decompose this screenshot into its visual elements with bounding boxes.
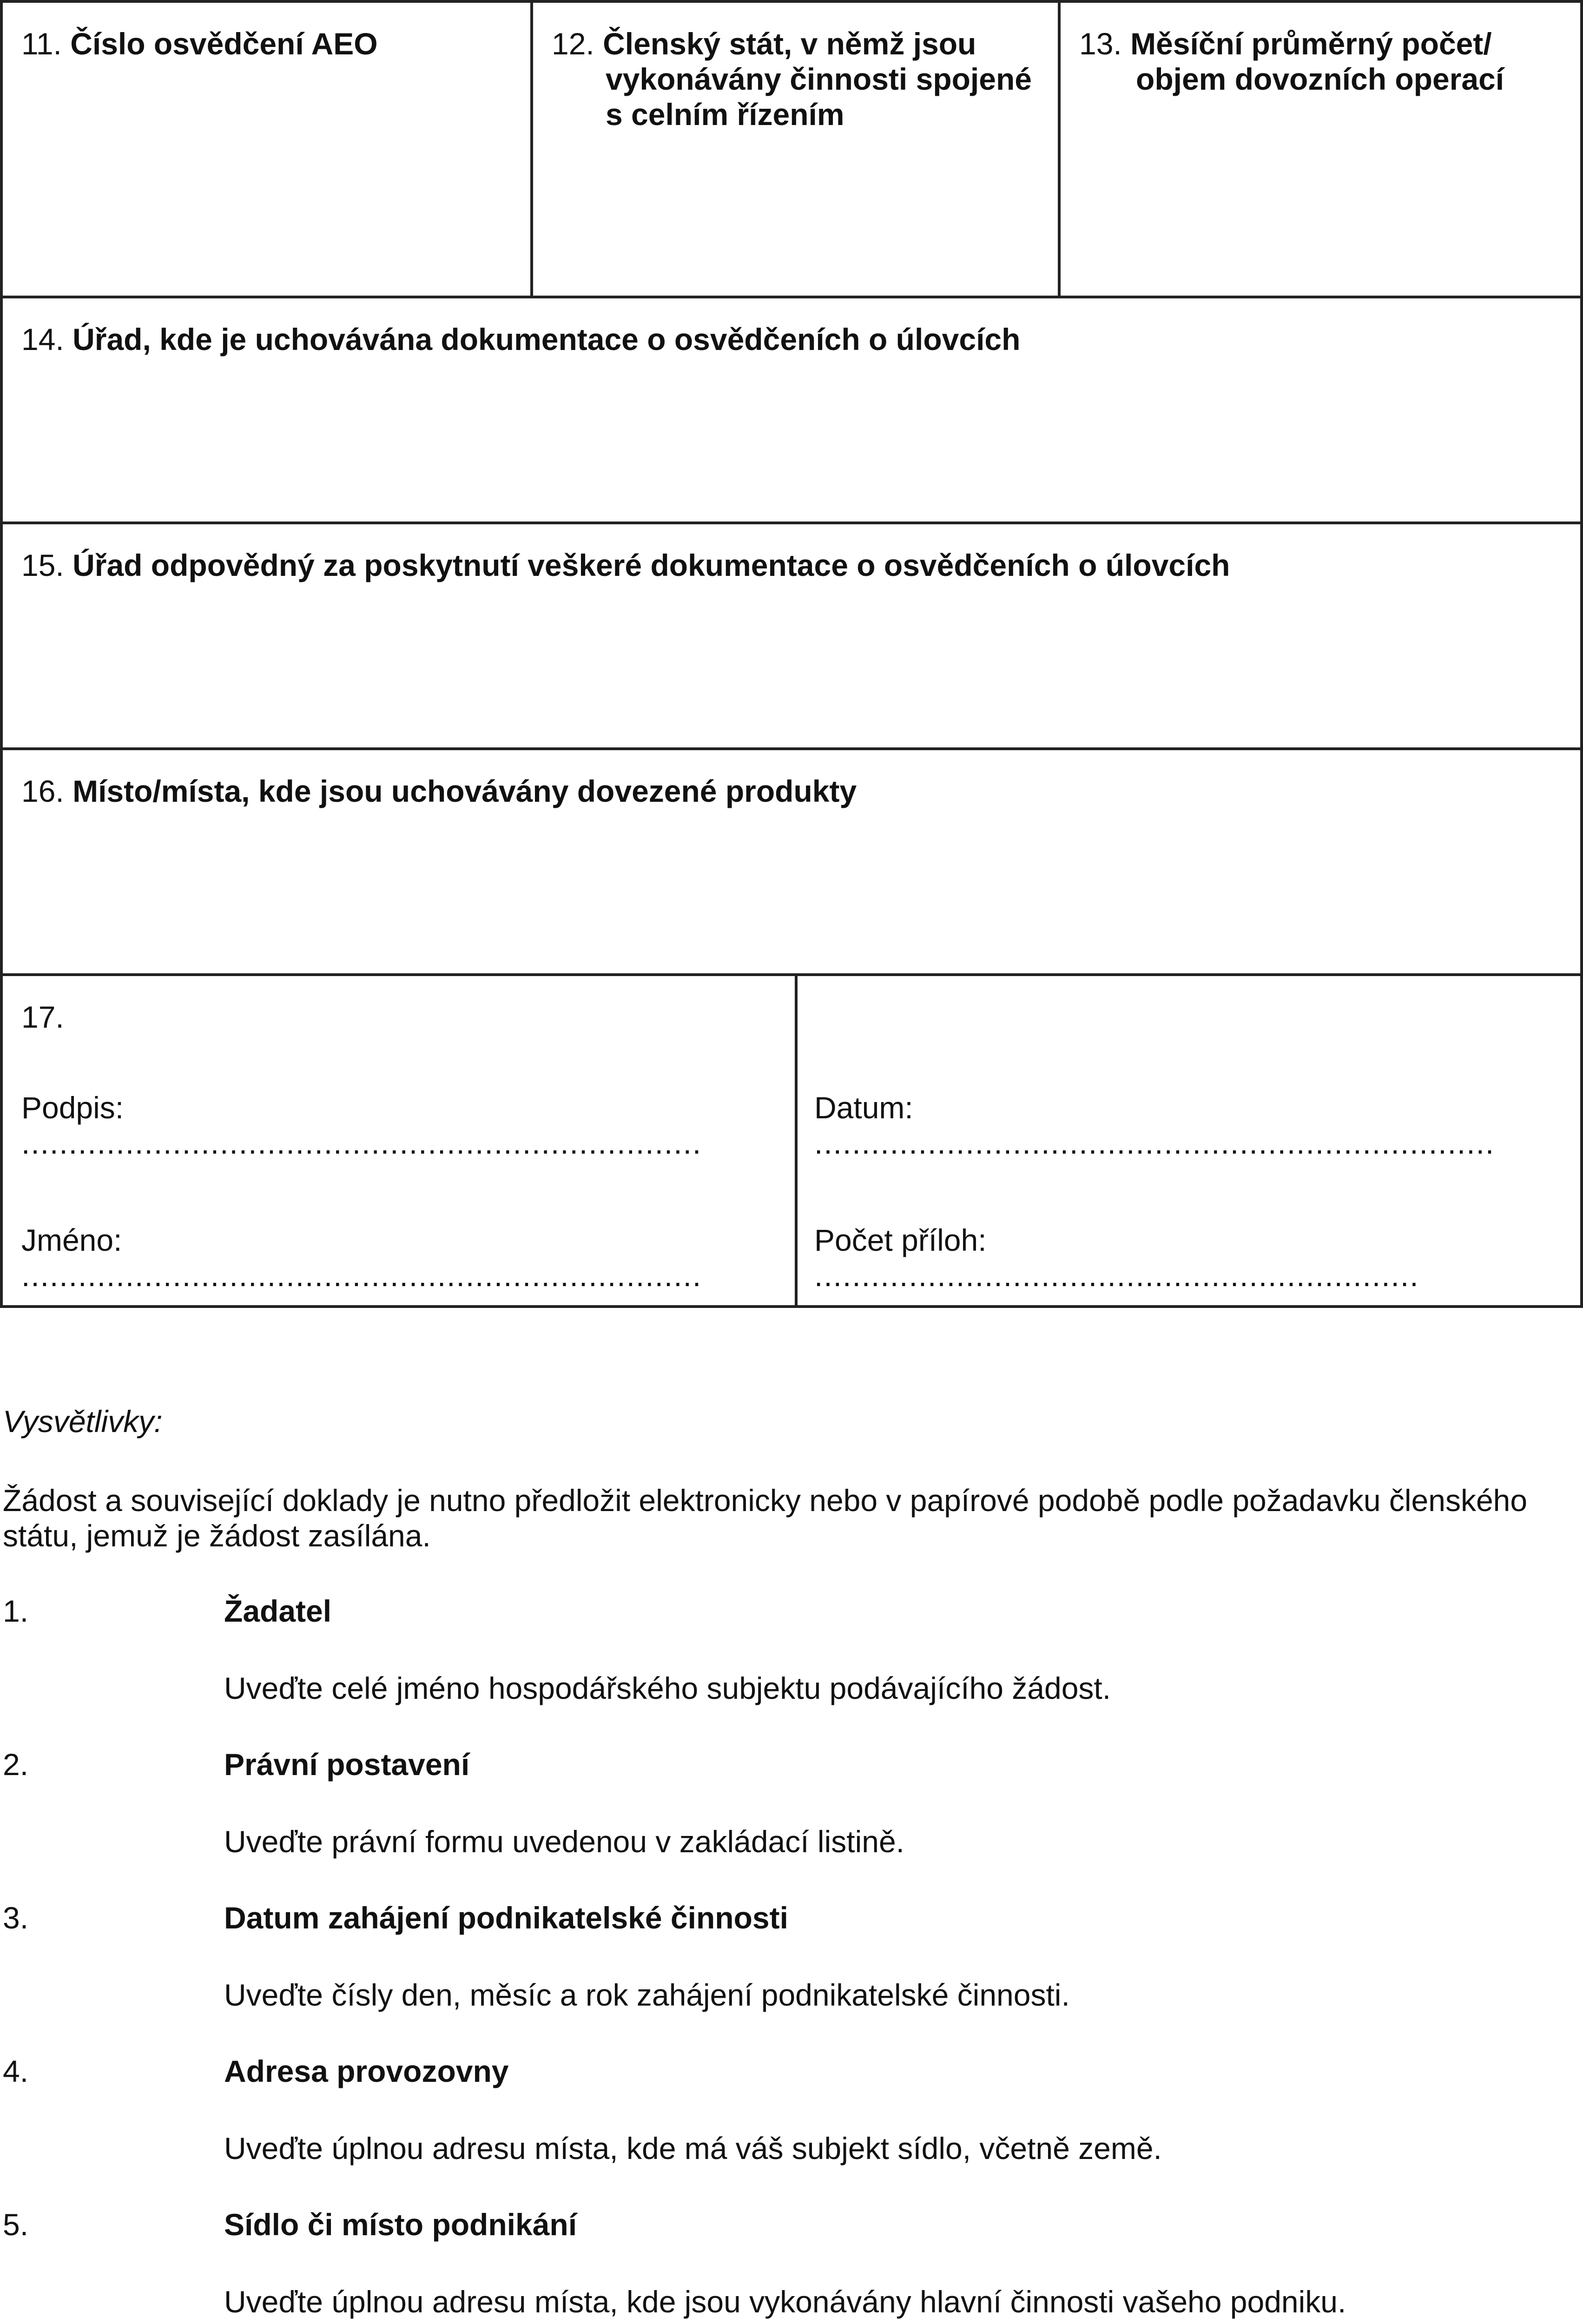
attachments-dots: ................................................................ [814, 1258, 1419, 1293]
note-item-text: Uveďte úplnou adresu místa, kde má váš subjekt sídlo, včetně země. [224, 2131, 1162, 2166]
note-item-text: Uveďte čísly den, měsíc a rok zahájení podnikatelské činnosti. [224, 1978, 1070, 2012]
field-15-label [21, 548, 1230, 583]
note-item-title: Sídlo či místo podnikání [224, 2207, 577, 2242]
field-13-cell[interactable] [1058, 3, 1580, 297]
date-dots: ........................................................................ [814, 1126, 1495, 1160]
field-16-number: 16. [21, 774, 64, 808]
field-11-number: 11. [21, 26, 62, 61]
note-item-text: Uveďte celé jméno hospodářského subjektu podávajícího žádost. [224, 1671, 1111, 1705]
note-item-number: 2. [3, 1747, 29, 1782]
field-14-number: 14. [21, 322, 64, 357]
field-13-label [1079, 26, 1492, 61]
signature-label: Podpis: [21, 1090, 124, 1125]
field-15-title: Úřad odpovědný za poskytnutí veškeré dokumentace o osvědčeních o úlovcích [73, 548, 1230, 582]
date-label: Datum: [814, 1090, 913, 1125]
note-item-number: 5. [3, 2207, 29, 2242]
note-item-number: 4. [3, 2054, 29, 2088]
form-row-16[interactable] [0, 747, 1583, 976]
signature-dots: ........................................................................ [21, 1126, 702, 1160]
field-13-number: 13. [1079, 26, 1122, 61]
attachments-line[interactable] [814, 1222, 1580, 1293]
field-12-title-line1: Členský stát, v němž jsou [603, 26, 976, 61]
field-17-right-cell [795, 976, 1580, 1305]
note-item-text: Uveďte právní formu uvedenou v zakládací listině. [224, 1824, 904, 1859]
note-item-number: 3. [3, 1901, 29, 1935]
field-12-number: 12. [552, 26, 594, 61]
field-13-title-line1: Měsíční průměrný počet/ [1130, 26, 1492, 61]
note-item-title: Adresa provozovny [224, 2054, 509, 2088]
date-line[interactable] [814, 1090, 1580, 1161]
form-row-14[interactable] [0, 296, 1583, 524]
field-16-title: Místo/místa, kde jsou uchovávány dovezené produkty [73, 774, 857, 808]
field-15-number: 15. [21, 548, 64, 582]
field-12-title-line2: vykonávány činnosti spojené [606, 62, 1032, 96]
form-row-17 [0, 973, 1583, 1308]
note-item-text: Uveďte úplnou adresu místa, kde jsou vykonávány hlavní činnosti vašeho podniku. [224, 2284, 1346, 2319]
notes-heading: Vysvětlivky: [3, 1404, 163, 1439]
name-label: Jméno: [21, 1223, 122, 1257]
field-14-title: Úřad, kde je uchovávána dokumentace o osvědčeních o úlovcích [73, 322, 1021, 357]
name-dots: ........................................................................ [21, 1258, 702, 1293]
field-14-label [21, 322, 1020, 357]
note-item-title: Datum zahájení podnikatelské činnosti [224, 1901, 788, 1935]
notes-intro-line1: Žádost a související doklady je nutno předložit elektronicky nebo v papírové podobě podle požadavku členského [3, 1483, 1528, 1518]
field-12-cell[interactable] [530, 3, 1058, 297]
note-item-title: Právní postavení [224, 1747, 470, 1782]
field-12-label [552, 26, 976, 61]
name-line[interactable] [21, 1222, 795, 1293]
field-17-number: 17. [21, 1000, 64, 1034]
field-13-title-line2: objem dovozních operací [1136, 62, 1504, 96]
signature-line[interactable] [21, 1090, 795, 1161]
note-item-title: Žadatel [224, 1594, 332, 1628]
notes-intro-line2: státu, jemuž je žádost zasílána. [3, 1519, 431, 1553]
field-11-cell[interactable] [3, 3, 530, 297]
form-row-15[interactable] [0, 522, 1583, 750]
field-11-label [21, 26, 378, 61]
attachments-label: Počet příloh: [814, 1223, 987, 1257]
field-17-left-cell [3, 976, 795, 1305]
field-12-title-line3: s celním řízením [606, 97, 844, 132]
note-item-number: 1. [3, 1594, 29, 1628]
form-row-11-13 [0, 0, 1583, 297]
field-11-title: Číslo osvědčení AEO [70, 26, 378, 61]
field-16-label [21, 773, 857, 809]
